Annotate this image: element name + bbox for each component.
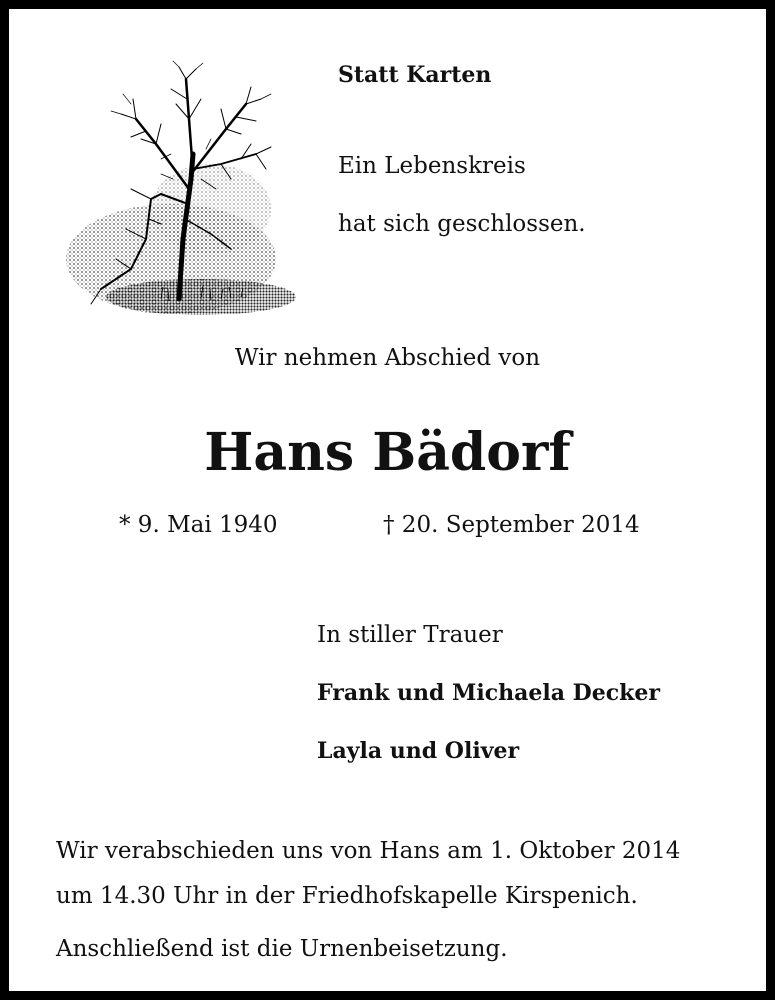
- quote-line-1: Ein Lebenskreis: [338, 153, 526, 179]
- service-line-1: Wir verabschieden uns von Hans am 1. Oktober 2014: [56, 838, 681, 864]
- quote-line-2: hat sich geschlossen.: [338, 211, 586, 237]
- tree-icon: [61, 59, 301, 329]
- death-date: † 20. September 2014: [383, 512, 640, 538]
- service-line-3: Anschließend ist die Urnenbeisetzung.: [56, 936, 508, 962]
- birth-date: * 9. Mai 1940: [119, 512, 278, 538]
- family-layla-oliver: Layla und Oliver: [317, 738, 520, 764]
- deceased-name: Hans Bädorf: [204, 422, 571, 483]
- mourning-line: In stiller Trauer: [317, 622, 503, 648]
- farewell-intro: Wir nehmen Abschied von: [234, 345, 541, 371]
- service-line-2: um 14.30 Uhr in der Friedhofskapelle Kirspenich.: [56, 883, 638, 909]
- header-statt-karten: Statt Karten: [338, 62, 492, 88]
- family-decker: Frank und Michaela Decker: [317, 680, 660, 706]
